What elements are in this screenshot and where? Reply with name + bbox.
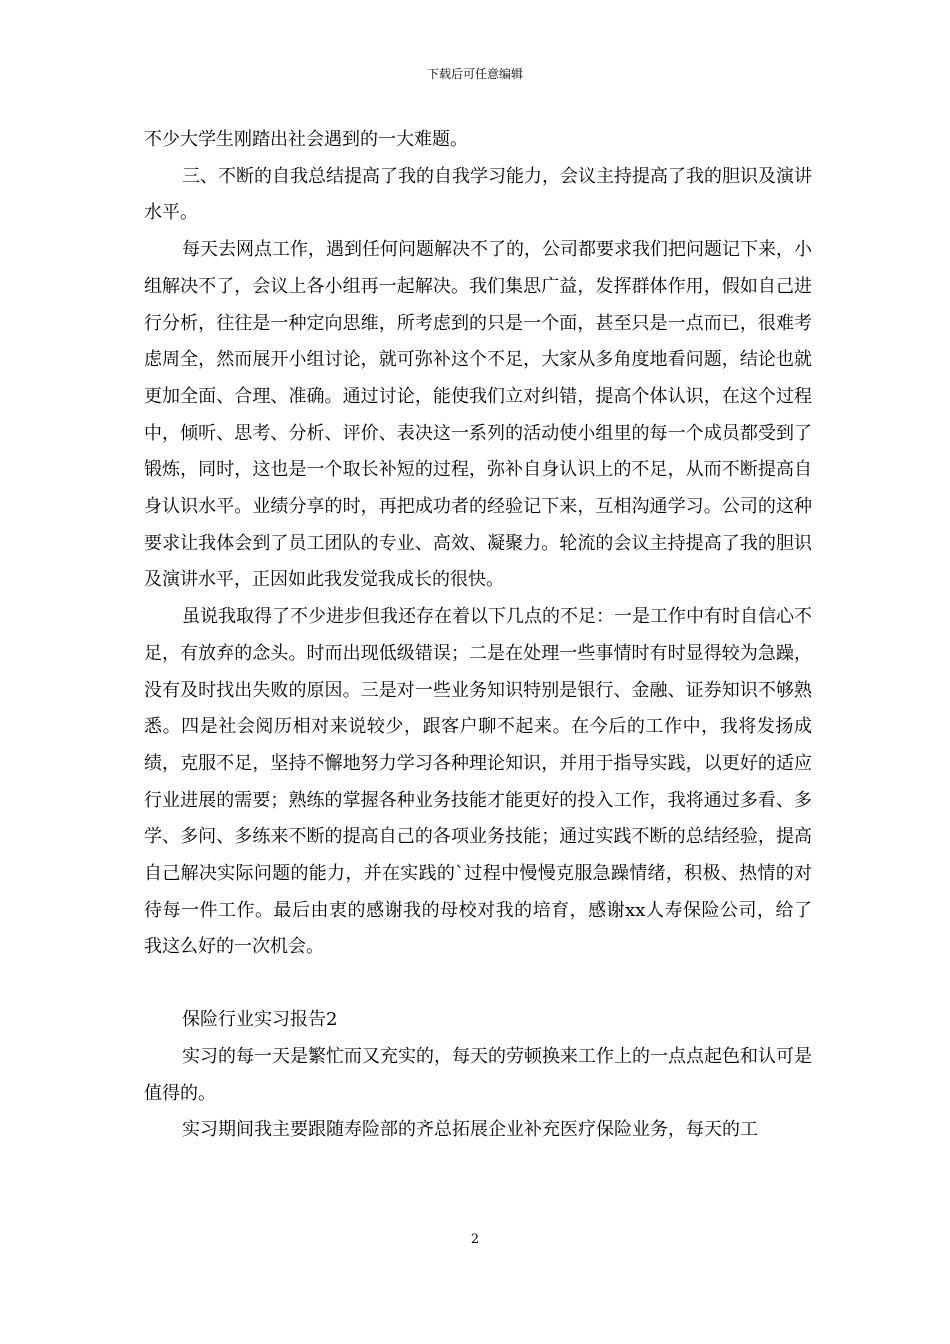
page-header: 下载后可任意编辑 <box>426 67 523 81</box>
document-body <box>144 122 812 1149</box>
paragraph-section-three: 三、不断的自我总结提高了我的自我学习能力，会议主持提高了我的胆识及演讲水平。 <box>144 165 812 224</box>
paragraph-internship: 实习期间我主要跟随寿险部的齐总拓展企业补充医疗保险业务，每天的工 <box>182 1119 758 1141</box>
section-heading: 保险行业实习报告2 <box>182 1009 338 1031</box>
paragraph-continuation: 不少大学生刚踏出社会遇到的一大难题。 <box>144 129 468 150</box>
page-number: 2 <box>470 1232 480 1247</box>
paragraph-daily-work: 每天去网点工作，遇到任何问题解决不了的，公司都要求我们把问题记下来，小组解决不了，会议上各小组再一起解决。我们集思广益，发挥群体作用，假如自己进行分析，往往是一种定向思维，所考虑到的只是一个面，甚至只是一点而已，很难考虑周全，然而展开小组讨论，就可弥补这个不足，大家从多角度地看问题，结论也就更加全面、合理、准确。通过讨论，能使我们立对纠错，提高个体认识，在这个过程中，倾听、思考、分析、评价、表决这一系列的活动使小组里的每一个成员都受到了锻炼，同时，这也是一个取长补短的过程，弥补自身认识上的不足，从而不断提高自身认识水平。业绩分享的时，再把成功者的经验记下来，互相沟通学习。公司的这种要求让我体会到了员工团队的专业、高效、凝聚力。轮流的会议主持提高了我的胆识及演讲水平，正因如此我发觉我成长的很快。 <box>144 239 812 591</box>
paragraph-intro: 实习的每一天是繁忙而又充实的，每天的劳顿换来工作上的一点点起色和认可是值得的。 <box>144 1045 812 1104</box>
paragraph-shortcomings: 虽说我取得了不少进步但我还存在着以下几点的不足：一是工作中有时自信心不足，有放弃的念头。时而出现低级错误；二是在处理一些事情时有时显得较为急躁，没有及时找出失败的原因。三是对一些业务知识特别是银行、金融、证券知识不够熟悉。四是社会阅历相对来说较少，跟客户聊不起来。在今后的工作中，我将发扬成绩，克服不足，坚持不懈地努力学习各种理论知识，并用于指导实践，以更好的适应行业进展的需要；熟练的掌握各种业务技能才能更好的投入工作，我将通过多看、多学、多问、多练来不断的提高自己的各项业务技能；通过实践不断的总结经验，提高自己解决实际问题的能力，并在实践的`过程中慢慢克服急躁情绪，积极、热情的对待每一件工作。最后由衷的感谢我的母校对我的培育，感谢xx人寿保险公司，给了我这么好的一次机会。 <box>144 606 812 958</box>
